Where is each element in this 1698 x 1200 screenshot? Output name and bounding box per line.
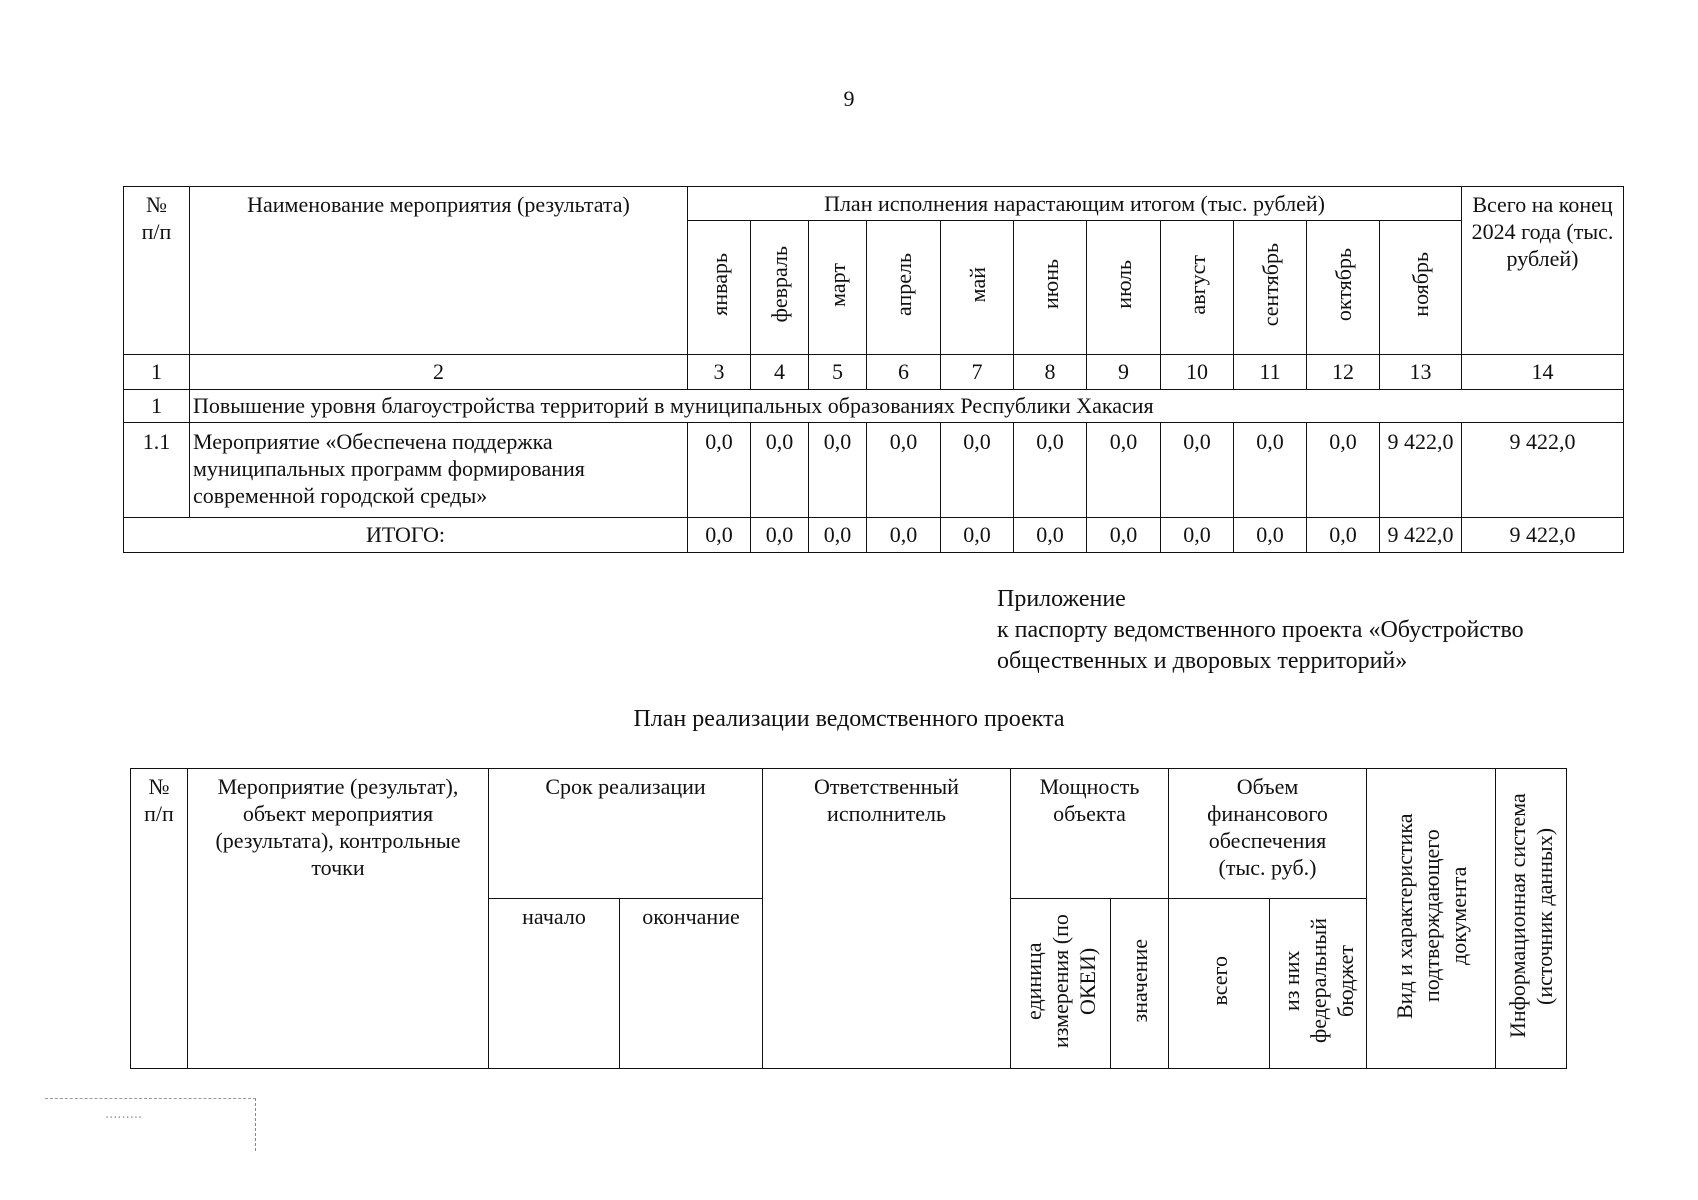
table-row: [124, 423, 1624, 518]
total-value: 0,0: [1087, 518, 1161, 553]
month-jul: июль: [1087, 221, 1161, 355]
section-title: Повышение уровня благоустройства территорий в муниципальных образованиях Республики Хакасия: [190, 390, 1624, 423]
total-value: 0,0: [867, 518, 941, 553]
column-index: 4: [751, 355, 809, 390]
column-index-row: [124, 355, 1624, 390]
row-value: 0,0: [1161, 423, 1234, 518]
month-sep: сентябрь: [1234, 221, 1307, 355]
total-value: 0,0: [1234, 518, 1307, 553]
row-name: Мероприятие «Обеспечена поддержка муниципальных программ формирования современной городской среды»: [190, 423, 688, 518]
column-index: 13: [1380, 355, 1462, 390]
header-total: Всего на конец 2024 года (тыс. рублей): [1462, 187, 1624, 355]
section-num: 1: [124, 390, 190, 423]
column-index: 11: [1234, 355, 1307, 390]
appendix-line: Приложение: [997, 586, 1126, 612]
total-sum: 9 422,0: [1462, 518, 1624, 553]
total-value: 0,0: [1014, 518, 1087, 553]
appendix-note: [997, 584, 1524, 677]
column-index: 14: [1462, 355, 1624, 390]
total-value: 0,0: [751, 518, 809, 553]
month-mar: март: [809, 221, 867, 355]
stamp-fragment: .........: [45, 1098, 256, 1151]
column-index: 12: [1307, 355, 1380, 390]
row-value: 0,0: [688, 423, 751, 518]
row-value: 0,0: [809, 423, 867, 518]
plan-header-funding: Объем финансового обеспечения (тыс. руб.): [1169, 769, 1367, 899]
row-value: 0,0: [1307, 423, 1380, 518]
section-row: [124, 390, 1624, 423]
page-number: 9: [843, 86, 855, 111]
header-name: Наименование мероприятия (результата): [190, 187, 688, 355]
month-jun: июнь: [1014, 221, 1087, 355]
row-value: 0,0: [1087, 423, 1161, 518]
column-index: 7: [941, 355, 1014, 390]
plan-header-value: значение: [1111, 899, 1169, 1069]
plan-header-term: Срок реализации: [489, 769, 763, 899]
plan-header-unit: единица измерения (по ОКЕИ): [1011, 899, 1111, 1069]
column-index: 9: [1087, 355, 1161, 390]
column-index: 5: [809, 355, 867, 390]
finance-plan-table: [123, 186, 1624, 553]
month-jan: январь: [688, 221, 751, 355]
plan-header-capacity: Мощность объекта: [1011, 769, 1169, 899]
row-total: 9 422,0: [1462, 423, 1624, 518]
month-feb: февраль: [751, 221, 809, 355]
column-index: 2: [190, 355, 688, 390]
plan-header-total: всего: [1169, 899, 1270, 1069]
header-plan: План исполнения нарастающим итогом (тыс. рублей): [688, 187, 1462, 221]
column-index: 3: [688, 355, 751, 390]
total-row: [124, 518, 1624, 553]
row-num: 1.1: [124, 423, 190, 518]
appendix-line: к паспорту ведомственного проекта «Обустройство: [997, 617, 1524, 643]
column-index: 8: [1014, 355, 1087, 390]
total-value: 0,0: [941, 518, 1014, 553]
plan-header-num: № п/п: [131, 769, 188, 1069]
row-value: 9 422,0: [1380, 423, 1462, 518]
plan-header-event: Мероприятие (результат), объект мероприятия (результата), контрольные точки: [188, 769, 489, 1069]
implementation-plan-table: [130, 768, 1567, 1069]
row-value: 0,0: [751, 423, 809, 518]
row-value: 0,0: [867, 423, 941, 518]
month-oct: октябрь: [1307, 221, 1380, 355]
total-value: 0,0: [1161, 518, 1234, 553]
total-value: 9 422,0: [1380, 518, 1462, 553]
total-label: ИТОГО:: [124, 518, 688, 553]
total-value: 0,0: [688, 518, 751, 553]
plan-header-federal: из них федеральный бюджет: [1270, 899, 1367, 1069]
month-aug: август: [1161, 221, 1234, 355]
column-index: 1: [124, 355, 190, 390]
row-value: 0,0: [1014, 423, 1087, 518]
row-value: 0,0: [1234, 423, 1307, 518]
month-may: май: [941, 221, 1014, 355]
plan-header-doc: Вид и характеристика подтверждающего документа: [1367, 769, 1496, 1069]
plan-header-responsible: Ответственный исполнитель: [763, 769, 1011, 1069]
plan-title: План реализации ведомственного проекта: [633, 706, 1065, 732]
plan-header-start: начало: [489, 899, 620, 1069]
appendix-line: общественных и дворовых территорий»: [997, 648, 1408, 674]
plan-header-infosys: Информационная система (источник данных): [1496, 769, 1567, 1069]
plan-header-end: окончание: [620, 899, 763, 1069]
header-num: № п/п: [124, 187, 190, 355]
row-value: 0,0: [941, 423, 1014, 518]
column-index: 6: [867, 355, 941, 390]
month-nov: ноябрь: [1380, 221, 1462, 355]
total-value: 0,0: [1307, 518, 1380, 553]
month-apr: апрель: [867, 221, 941, 355]
column-index: 10: [1161, 355, 1234, 390]
total-value: 0,0: [809, 518, 867, 553]
